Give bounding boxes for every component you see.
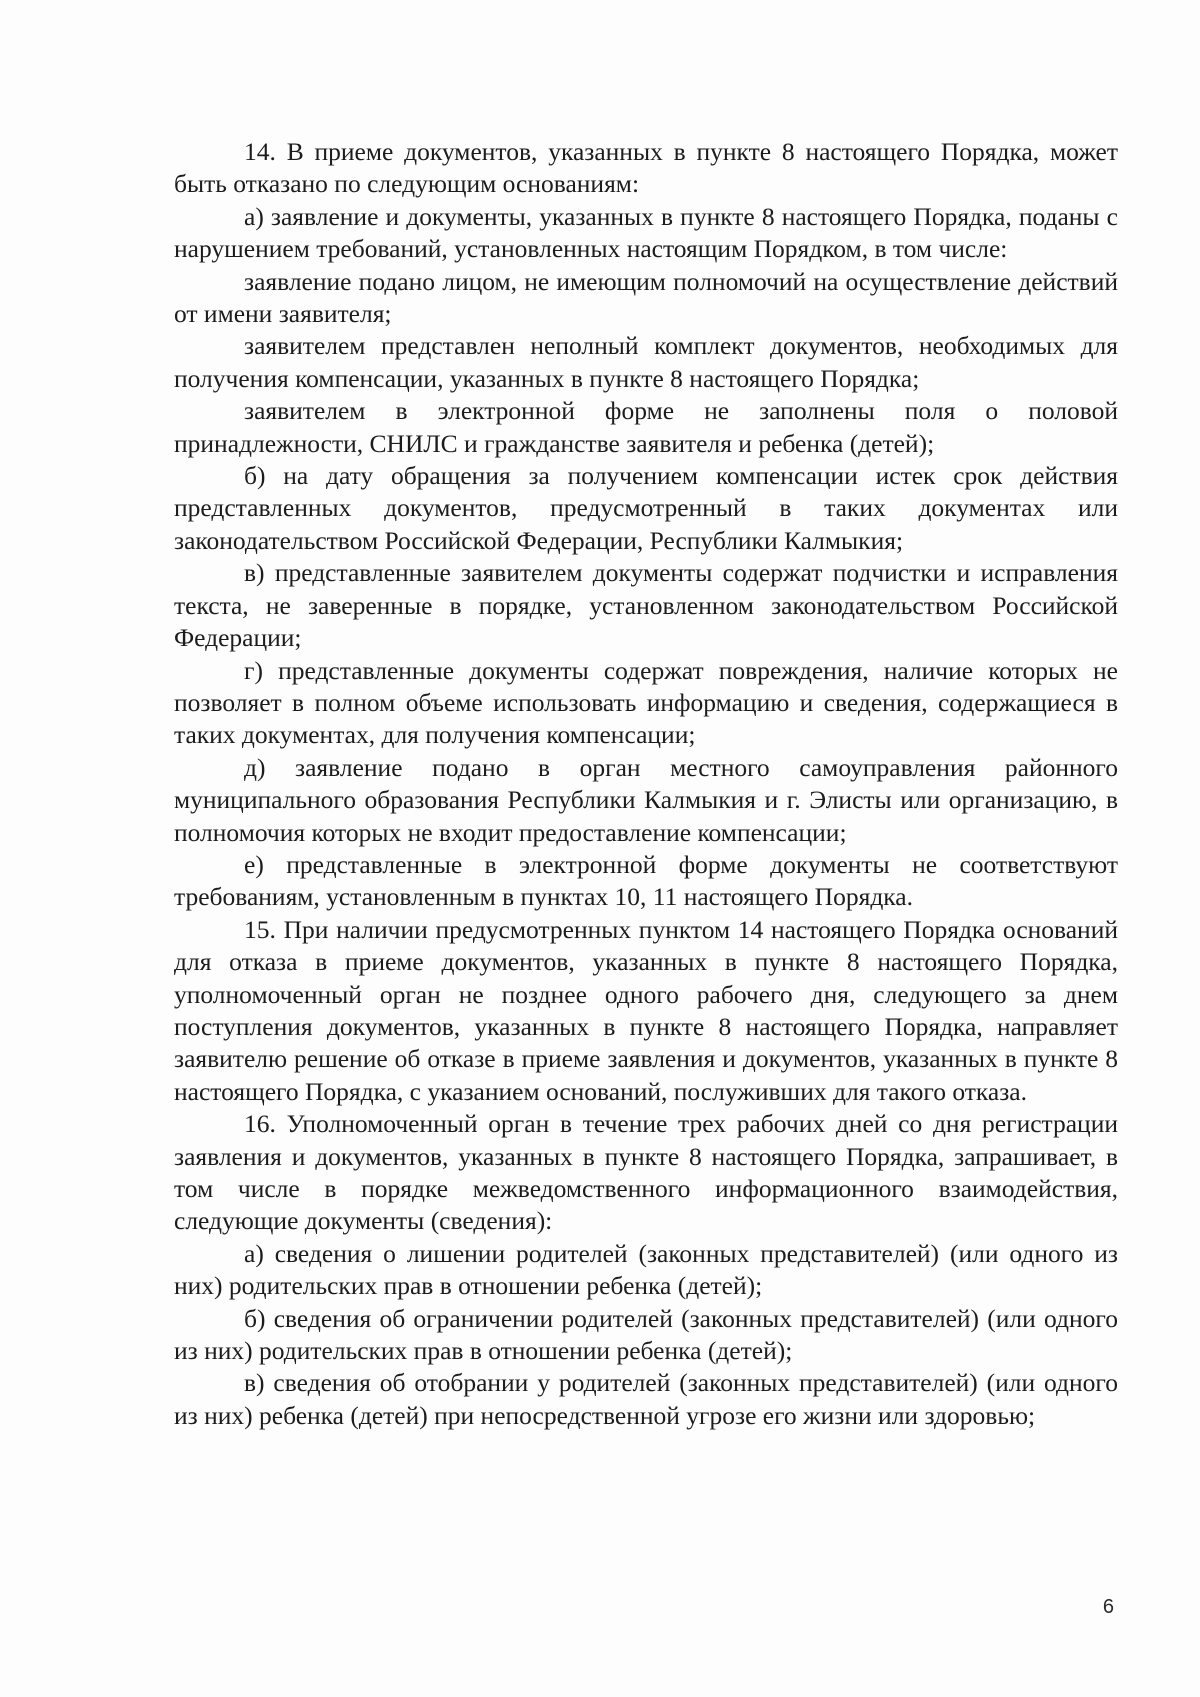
paragraph-16-v: в) сведения об отобрании у родителей (законных представителей) (или одного из них) ребенка (детей) при непосредственной угрозе его жизни или здоровью;: [174, 1368, 1118, 1430]
paragraph-16: 16. Уполномоченный орган в течение трех рабочих дней со дня регистрации заявления и документов, указанных в пункте 8 настоящего Порядка, запрашивает, в том числе в порядке межведомственного информационного взаимодействия, следующие документы (сведения):: [174, 1109, 1118, 1236]
paragraph-14-b: б) на дату обращения за получением компенсации истек срок действия представленных документов, предусмотренный в таких документах или законодательством Российской Федерации, Республики Калмыкия;: [174, 461, 1118, 555]
paragraph-16-b: б) сведения об ограничении родителей (законных представителей) (или одного из них) родительских прав в отношении ребенка (детей);: [174, 1303, 1118, 1366]
paragraph-14-a-2: заявителем представлен неполный комплект документов, необходимых для получения компенсации, указанных в пункте 8 настоящего Порядка;: [174, 331, 1118, 393]
paragraph-14-g: г) представленные документы содержат повреждения, наличие которых не позволяет в полном объеме использовать информацию и сведения, содержащиеся в таких документах, для получения компенсации;: [174, 655, 1118, 750]
document-body: [174, 136, 1118, 1432]
paragraph-14-a-3: заявителем в электронной форме не заполнены поля о половой принадлежности, СНИЛС и гражданстве заявителя и ребенка (детей);: [174, 396, 1118, 458]
paragraph-15: 15. При наличии предусмотренных пунктом 14 настоящего Порядка оснований для отказа в приеме документов, указанных в пункте 8 настоящего Порядка, уполномоченный орган не позднее одного рабочего дня, следующего за днем поступления документов, указанных в пункте 8 настоящего Порядка, направляет заявителю решение об отказе в приеме заявления и документов, указанных в пункте 8 настоящего Порядка, с указанием оснований, послуживших для такого отказа.: [174, 914, 1118, 1106]
paragraph-14-d: д) заявление подано в орган местного самоуправления районного муниципального образования Республики Калмыкия и г. Элисты или организацию, в полномочия которых не входит предоставление компенсации;: [174, 752, 1118, 847]
paragraph-14-v: в) представленные заявителем документы содержат подчистки и исправления текста, не заверенные в порядке, установленном законодательством Российской Федерации;: [174, 558, 1118, 653]
paragraph-14: 14. В приеме документов, указанных в пункте 8 настоящего Порядка, может быть отказано по следующим основаниям:: [174, 137, 1118, 199]
paragraph-16-a: а) сведения о лишении родителей (законных представителей) (или одного из них) родительских прав в отношении ребенка (детей);: [174, 1238, 1118, 1301]
page-number: 6: [1102, 1596, 1114, 1618]
paragraph-14-e: е) представленные в электронной форме документы не соответствуют требованиям, установленным в пунктах 10, 11 настоящего Порядка.: [174, 849, 1118, 912]
paragraph-14-a: а) заявление и документы, указанных в пункте 8 настоящего Порядка, поданы с нарушением требований, установленных настоящим Порядком, в том числе:: [174, 201, 1118, 264]
paragraph-14-a-1: заявление подано лицом, не имеющим полномочий на осуществление действий от имени заявителя;: [174, 266, 1118, 329]
